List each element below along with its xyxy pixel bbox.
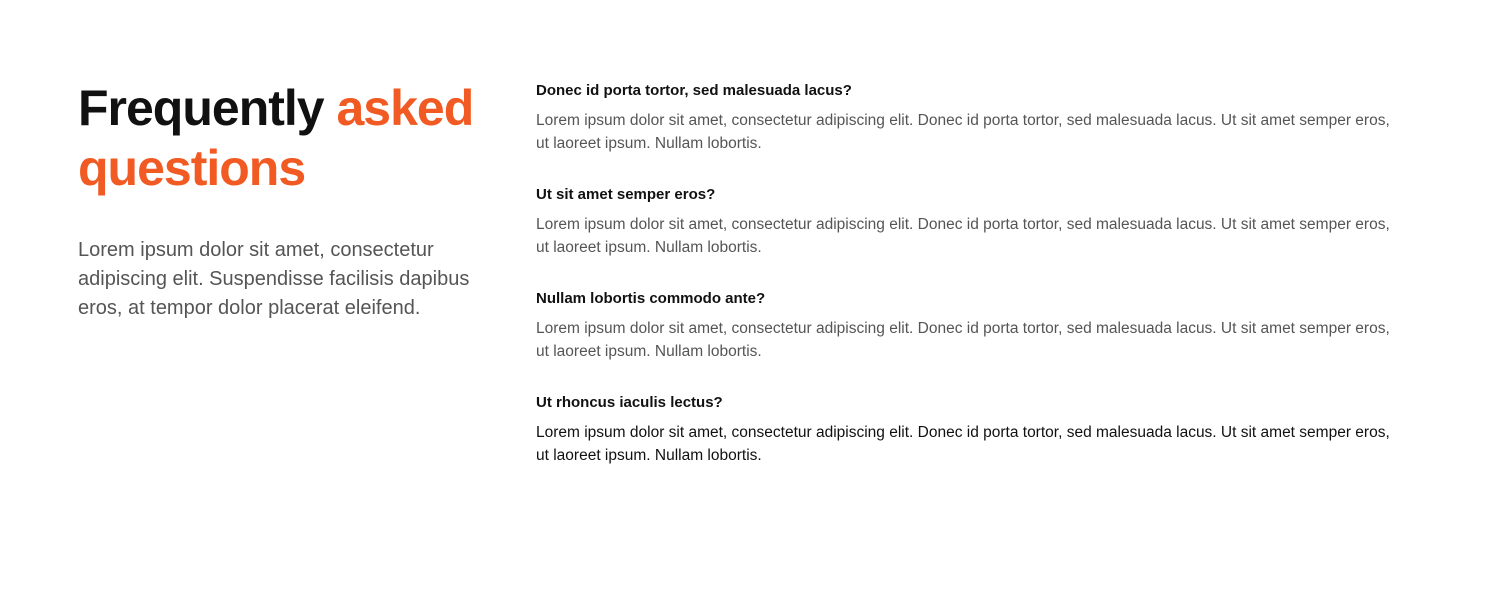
faq-intro [78, 78, 518, 497]
intro-description: Lorem ipsum dolor sit amet, consectetur adipiscing elit. Suspendisse facilisis dapibus eros, at tempor dolor placerat eleifend. [78, 239, 470, 319]
faq-item [536, 289, 1418, 363]
page-title-main: Frequently [78, 80, 324, 136]
faq-item [536, 185, 1418, 259]
faq-question: Nullam lobortis commodo ante? [536, 290, 766, 307]
page-title [78, 78, 518, 198]
faq-question: Ut rhoncus iaculis lectus? [536, 394, 723, 411]
faq-list [536, 78, 1418, 497]
faq-section [78, 78, 1418, 497]
faq-answer: Lorem ipsum dolor sit amet, consectetur adipiscing elit. Donec id porta tortor, sed malesuada lacus. Ut sit amet semper eros, ut laoreet ipsum. Nullam lobortis. [536, 424, 1390, 464]
faq-question: Donec id porta tortor, sed malesuada lacus? [536, 82, 852, 99]
page-title-accent: asked questions [78, 80, 474, 196]
faq-answer: Lorem ipsum dolor sit amet, consectetur adipiscing elit. Donec id porta tortor, sed malesuada lacus. Ut sit amet semper eros, ut laoreet ipsum. Nullam lobortis. [536, 216, 1390, 256]
faq-question: Ut sit amet semper eros? [536, 186, 716, 203]
faq-item [536, 393, 1418, 467]
faq-answer: Lorem ipsum dolor sit amet, consectetur adipiscing elit. Donec id porta tortor, sed malesuada lacus. Ut sit amet semper eros, ut laoreet ipsum. Nullam lobortis. [536, 320, 1390, 360]
faq-answer: Lorem ipsum dolor sit amet, consectetur adipiscing elit. Donec id porta tortor, sed malesuada lacus. Ut sit amet semper eros, ut laoreet ipsum. Nullam lobortis. [536, 112, 1390, 152]
faq-item [536, 81, 1418, 155]
